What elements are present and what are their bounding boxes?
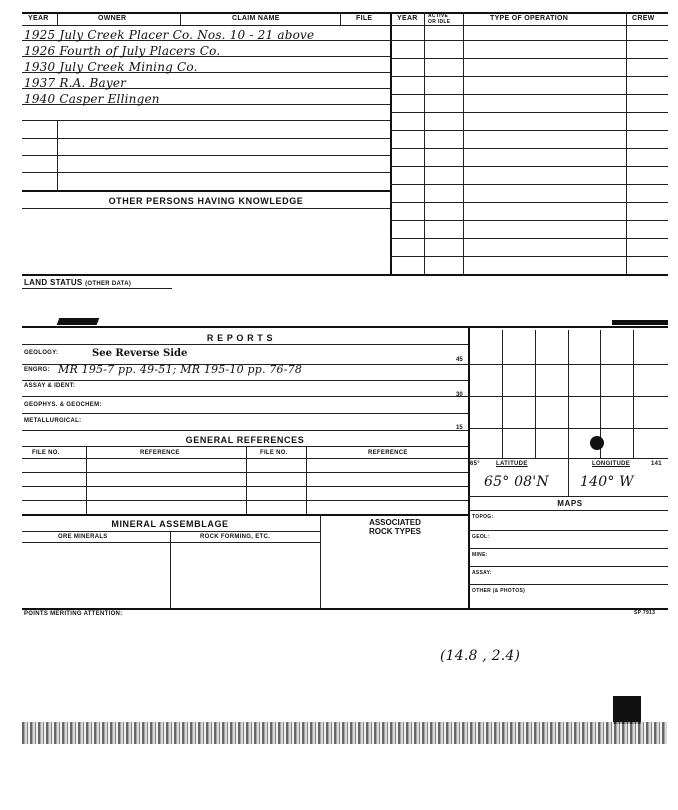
- land-status-title: LAND STATUS: [24, 278, 83, 287]
- row-rule: [468, 496, 668, 497]
- maps-topog: TOPOG:: [472, 514, 494, 520]
- row-rule: [468, 510, 668, 511]
- longitude-label: LONGITUDE: [592, 461, 631, 467]
- geology-value: See Reverse Side: [92, 348, 188, 359]
- maps-other: OTHER (& PHOTOS): [472, 588, 526, 594]
- coordinates-note: (14.8 , 2.4): [440, 648, 521, 664]
- underline: [22, 288, 172, 289]
- grid-line: [633, 330, 634, 458]
- owner-line-5: 1940 Casper Ellingen: [24, 92, 160, 106]
- row-rule: [22, 380, 468, 381]
- ore-minerals-label: ORE MINERALS: [58, 534, 108, 540]
- col-sep: [86, 446, 87, 514]
- grid-line: [502, 330, 503, 458]
- grid-number-30: 30: [456, 392, 463, 398]
- maps-assay: ASSAY:: [472, 570, 492, 576]
- row-rule: [22, 208, 390, 209]
- scan-noise-band: [22, 722, 667, 744]
- section-rule: [22, 514, 468, 516]
- row-rule: [22, 531, 320, 532]
- row-rule: [390, 94, 668, 95]
- mineral-assemblage-heading: MINERAL ASSEMBLAGE: [111, 519, 229, 529]
- row-rule: [390, 40, 668, 41]
- col-sep: [320, 514, 321, 608]
- grid-line: [468, 428, 668, 429]
- col-sep: [626, 12, 627, 274]
- header-year: YEAR: [28, 15, 49, 22]
- row-rule: [468, 584, 668, 585]
- engrg-label: ENGRG:: [24, 367, 50, 373]
- col-sep: [568, 458, 569, 496]
- row-rule: [22, 472, 468, 473]
- row-rule: [390, 148, 668, 149]
- maps-heading: MAPS: [557, 499, 583, 508]
- header-bottom-rule: [22, 25, 668, 26]
- longitude-value: 140° W: [580, 474, 634, 490]
- top-border: [22, 12, 668, 14]
- grid-number-45: 45: [456, 357, 463, 363]
- ref-col-reference-2: REFERENCE: [368, 450, 408, 456]
- other-persons-heading: OTHER PERSONS HAVING KNOWLEDGE: [108, 196, 304, 206]
- row-rule: [22, 344, 468, 345]
- header-active-idle: ACTIVE OR IDLE: [428, 13, 451, 25]
- row-rule: [22, 138, 390, 139]
- row-rule: [390, 76, 668, 77]
- col-sep: [306, 446, 307, 514]
- grid-number-15: 15: [456, 425, 463, 431]
- general-references-heading: GENERAL REFERENCES: [185, 435, 305, 445]
- section-rule: [22, 326, 668, 328]
- row-rule: [22, 542, 320, 543]
- row-rule: [468, 548, 668, 549]
- header-claim-name: CLAIM NAME: [232, 15, 280, 22]
- longitude-suffix: 141: [651, 461, 662, 467]
- grid-line: [468, 364, 668, 365]
- header-crew: CREW: [632, 15, 655, 22]
- owner-line-1: 1925 July Creek Placer Co. Nos. 10 - 21 above: [24, 28, 315, 42]
- row-rule: [22, 500, 468, 501]
- ref-col-file-no: FILE NO.: [32, 450, 60, 456]
- row-rule: [390, 184, 668, 185]
- row-rule: [390, 238, 668, 239]
- col-sep: [57, 12, 58, 25]
- maps-mine: MINE:: [472, 552, 488, 558]
- row-rule: [22, 486, 468, 487]
- header-owner: OWNER: [98, 15, 127, 22]
- points-meriting-label: POINTS MERITING ATTENTION:: [24, 611, 123, 617]
- row-rule: [22, 396, 468, 397]
- scan-mark: [57, 318, 100, 325]
- scan-mark: [612, 320, 668, 325]
- metallurgical-label: METALLURGICAL:: [24, 418, 82, 424]
- land-status-sub: (OTHER DATA): [85, 281, 132, 287]
- grid-line: [535, 330, 536, 458]
- row-rule: [468, 566, 668, 567]
- owner-line-2: 1926 Fourth of July Placers Co.: [24, 44, 221, 58]
- location-marker: [590, 436, 604, 450]
- row-rule: [22, 155, 390, 156]
- header-type-of-operation: TYPE OF OPERATION: [490, 15, 569, 22]
- grid-line: [468, 396, 668, 397]
- col-sep: [463, 12, 464, 274]
- header-year-right: YEAR: [397, 15, 418, 22]
- latitude-label: LATITUDE: [496, 461, 528, 467]
- row-rule: [390, 166, 668, 167]
- row-rule: [390, 130, 668, 131]
- row-rule: [22, 190, 390, 192]
- geology-label: GEOLOGY:: [24, 350, 59, 356]
- section-rule: [22, 274, 668, 276]
- owner-line-4: 1937 R.A. Bayer: [24, 76, 127, 90]
- latitude-value: 65° 08'N: [484, 474, 549, 490]
- col-sep: [246, 446, 247, 514]
- header-file: FILE: [356, 15, 373, 22]
- row-rule: [468, 530, 668, 531]
- ref-col-reference: REFERENCE: [140, 450, 180, 456]
- row-rule: [390, 112, 668, 113]
- row-rule: [390, 256, 668, 257]
- land-status-label: [24, 278, 131, 287]
- rock-forming-label: ROCK FORMING, ETC.: [200, 534, 271, 540]
- section-rule: [22, 608, 668, 610]
- row-rule: [390, 220, 668, 221]
- main-divider: [390, 12, 392, 274]
- row-rule: [22, 413, 468, 414]
- row-rule: [22, 120, 390, 121]
- maps-geol: GEOL:: [472, 534, 490, 540]
- row-rule: [22, 172, 390, 173]
- ref-col-file-no-2: FILE NO.: [260, 450, 288, 456]
- row-rule: [390, 202, 668, 203]
- latitude-prefix: 65°: [470, 461, 480, 467]
- scan-block: [613, 696, 641, 724]
- geophys-label: GEOPHYS. & GEOCHEM:: [24, 402, 102, 408]
- col-sep: [180, 12, 181, 25]
- engrg-value: MR 195-7 pp. 49-51; MR 195-10 pp. 76-78: [58, 363, 303, 376]
- associated-rock-types-heading: ASSOCIATED ROCK TYPES: [368, 518, 421, 536]
- row-rule: [390, 58, 668, 59]
- row-rule: [22, 446, 468, 447]
- grid-line: [568, 330, 569, 458]
- col-sep: [170, 531, 171, 608]
- col-sep: [424, 12, 425, 274]
- row-rule: [22, 430, 468, 431]
- assay-label: ASSAY & IDENT:: [24, 383, 76, 389]
- owner-line-3: 1930 July Creek Mining Co.: [24, 60, 198, 74]
- reports-heading: R E P O R T S: [206, 333, 274, 343]
- col-sep: [57, 120, 58, 190]
- form-number: SP 7913: [634, 610, 656, 616]
- row-rule: [22, 458, 468, 459]
- col-sep: [340, 12, 341, 25]
